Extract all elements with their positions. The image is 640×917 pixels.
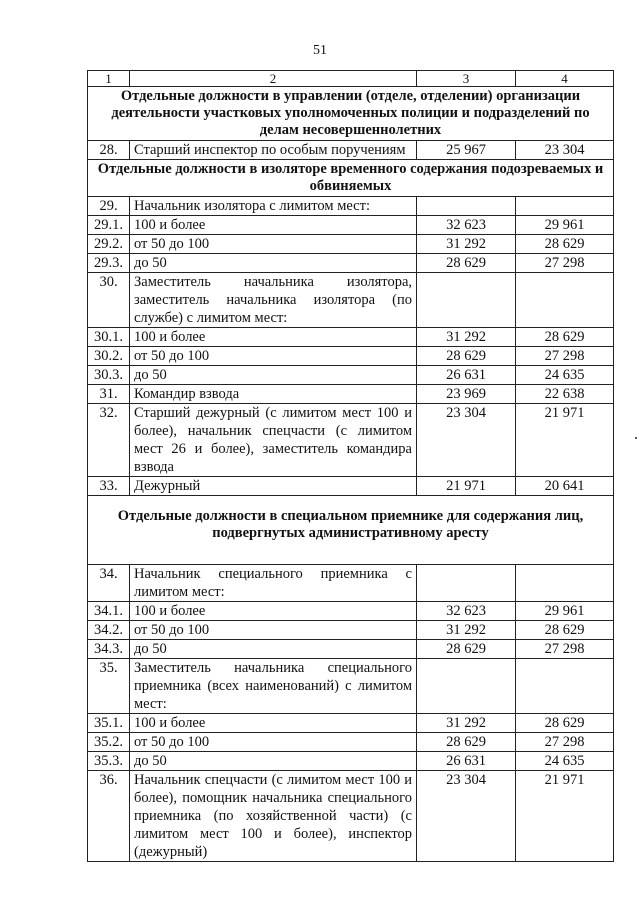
table-row	[88, 714, 614, 733]
table-row	[88, 366, 614, 385]
salary-value-col4: 28 629	[516, 328, 614, 347]
table-row	[88, 347, 614, 366]
row-number: 29.1.	[88, 216, 130, 235]
salary-value-col4: 21 971	[516, 404, 614, 477]
position-title: от 50 до 100	[130, 733, 417, 752]
position-title: 100 и более	[130, 602, 417, 621]
salary-value-col3: 32 623	[417, 216, 516, 235]
salary-value-col3: 31 292	[417, 621, 516, 640]
salary-value-col4: 27 298	[516, 254, 614, 273]
table-row	[88, 197, 614, 216]
salary-value-col4: 24 635	[516, 752, 614, 771]
salary-value-col3: 28 629	[417, 347, 516, 366]
row-number: 35.2.	[88, 733, 130, 752]
salary-value-col3: 23 304	[417, 771, 516, 862]
salary-value-col3	[417, 565, 516, 602]
table-row	[88, 254, 614, 273]
position-title: Начальник изолятора с лимитом мест:	[130, 197, 417, 216]
salary-value-col4: 20 641	[516, 477, 614, 496]
salary-value-col4: 28 629	[516, 235, 614, 254]
row-number: 34.2.	[88, 621, 130, 640]
table-row	[88, 477, 614, 496]
table-row	[88, 273, 614, 328]
row-number: 29.	[88, 197, 130, 216]
section-heading-row	[88, 496, 614, 565]
table-row	[88, 659, 614, 714]
row-number: 34.1.	[88, 602, 130, 621]
salary-value-col4: 29 961	[516, 602, 614, 621]
table-row	[88, 640, 614, 659]
row-number: 31.	[88, 385, 130, 404]
salary-value-col3: 28 629	[417, 733, 516, 752]
row-number: 29.3.	[88, 254, 130, 273]
row-number: 30.	[88, 273, 130, 328]
salary-value-col4: 24 635	[516, 366, 614, 385]
salary-value-col3	[417, 659, 516, 714]
table-row	[88, 216, 614, 235]
salary-value-col4	[516, 659, 614, 714]
table-row	[88, 752, 614, 771]
salary-value-col3: 23 969	[417, 385, 516, 404]
salary-value-col4	[516, 197, 614, 216]
salary-value-col3: 31 292	[417, 328, 516, 347]
section-heading-row	[88, 87, 614, 141]
position-title: Старший дежурный (с лимитом мест 100 и более), начальник спецчасти (с лимитом мест 26 и более), заместитель командира взвода	[130, 404, 417, 477]
salary-table	[87, 70, 614, 862]
row-number: 30.3.	[88, 366, 130, 385]
section-heading: Отдельные должности в изоляторе временного содержания подозреваемых и обвиняемых	[88, 160, 614, 197]
table-row	[88, 565, 614, 602]
salary-value-col3: 21 971	[417, 477, 516, 496]
table-row	[88, 141, 614, 160]
header-col-2: 2	[130, 71, 417, 87]
salary-value-col3: 25 967	[417, 141, 516, 160]
position-title: от 50 до 100	[130, 621, 417, 640]
salary-value-col3: 26 631	[417, 752, 516, 771]
salary-value-col3: 31 292	[417, 714, 516, 733]
position-title: 100 и более	[130, 328, 417, 347]
header-col-1: 1	[88, 71, 130, 87]
salary-value-col3: 28 629	[417, 254, 516, 273]
position-title: Командир взвода	[130, 385, 417, 404]
table-row	[88, 733, 614, 752]
position-title: Заместитель начальника специального приемника (всех наименований) с лимитом мест:	[130, 659, 417, 714]
salary-value-col4: 27 298	[516, 640, 614, 659]
position-title: до 50	[130, 640, 417, 659]
salary-value-col3: 28 629	[417, 640, 516, 659]
salary-value-col3: 26 631	[417, 366, 516, 385]
row-number: 30.2.	[88, 347, 130, 366]
position-title: до 50	[130, 752, 417, 771]
row-number: 35.3.	[88, 752, 130, 771]
salary-value-col3: 32 623	[417, 602, 516, 621]
position-title: Заместитель начальника изолятора, заместитель начальника изолятора (по службе) с лимитом мест:	[130, 273, 417, 328]
row-number: 34.3.	[88, 640, 130, 659]
position-title: Начальник спецчасти (с лимитом мест 100 и более), помощник начальника специального приемника (по хозяйственной части) (с лимитом мест 100 и более), инспектор (дежурный)	[130, 771, 417, 862]
salary-value-col3	[417, 197, 516, 216]
salary-value-col4: 23 304	[516, 141, 614, 160]
salary-value-col4: 28 629	[516, 621, 614, 640]
salary-value-col3	[417, 273, 516, 328]
position-title: от 50 до 100	[130, 235, 417, 254]
position-title: 100 и более	[130, 216, 417, 235]
row-number: 32.	[88, 404, 130, 477]
position-title: от 50 до 100	[130, 347, 417, 366]
position-title: Старший инспектор по особым поручениям	[130, 141, 417, 160]
section-heading-row	[88, 160, 614, 197]
row-number: 36.	[88, 771, 130, 862]
section-heading: Отдельные должности в управлении (отделе, отделении) организации деятельности участковых уполномоченных полиции и подразделений по делам несовершеннолетних	[88, 87, 614, 141]
position-title: Дежурный	[130, 477, 417, 496]
row-number: 34.	[88, 565, 130, 602]
position-title: до 50	[130, 254, 417, 273]
table-row	[88, 328, 614, 347]
header-col-3: 3	[417, 71, 516, 87]
salary-value-col4: 22 638	[516, 385, 614, 404]
salary-value-col4: 27 298	[516, 733, 614, 752]
table-header-row	[88, 71, 614, 87]
row-number: 29.2.	[88, 235, 130, 254]
position-title: Начальник специального приемника с лимитом мест:	[130, 565, 417, 602]
table-row	[88, 602, 614, 621]
scan-speck	[635, 437, 637, 439]
salary-value-col4: 21 971	[516, 771, 614, 862]
table-row	[88, 235, 614, 254]
salary-value-col4: 27 298	[516, 347, 614, 366]
salary-value-col4	[516, 273, 614, 328]
salary-value-col3: 31 292	[417, 235, 516, 254]
table-row	[88, 385, 614, 404]
section-heading: Отдельные должности в специальном приемнике для содержания лиц, подвергнутых административному аресту	[88, 496, 614, 565]
table-row	[88, 621, 614, 640]
row-number: 35.	[88, 659, 130, 714]
table-row	[88, 771, 614, 862]
row-number: 28.	[88, 141, 130, 160]
position-title: до 50	[130, 366, 417, 385]
table-row	[88, 404, 614, 477]
row-number: 35.1.	[88, 714, 130, 733]
salary-value-col4: 28 629	[516, 714, 614, 733]
salary-value-col4: 29 961	[516, 216, 614, 235]
page-number: 51	[313, 43, 327, 58]
position-title: 100 и более	[130, 714, 417, 733]
header-col-4: 4	[516, 71, 614, 87]
salary-value-col4	[516, 565, 614, 602]
row-number: 33.	[88, 477, 130, 496]
row-number: 30.1.	[88, 328, 130, 347]
salary-value-col3: 23 304	[417, 404, 516, 477]
